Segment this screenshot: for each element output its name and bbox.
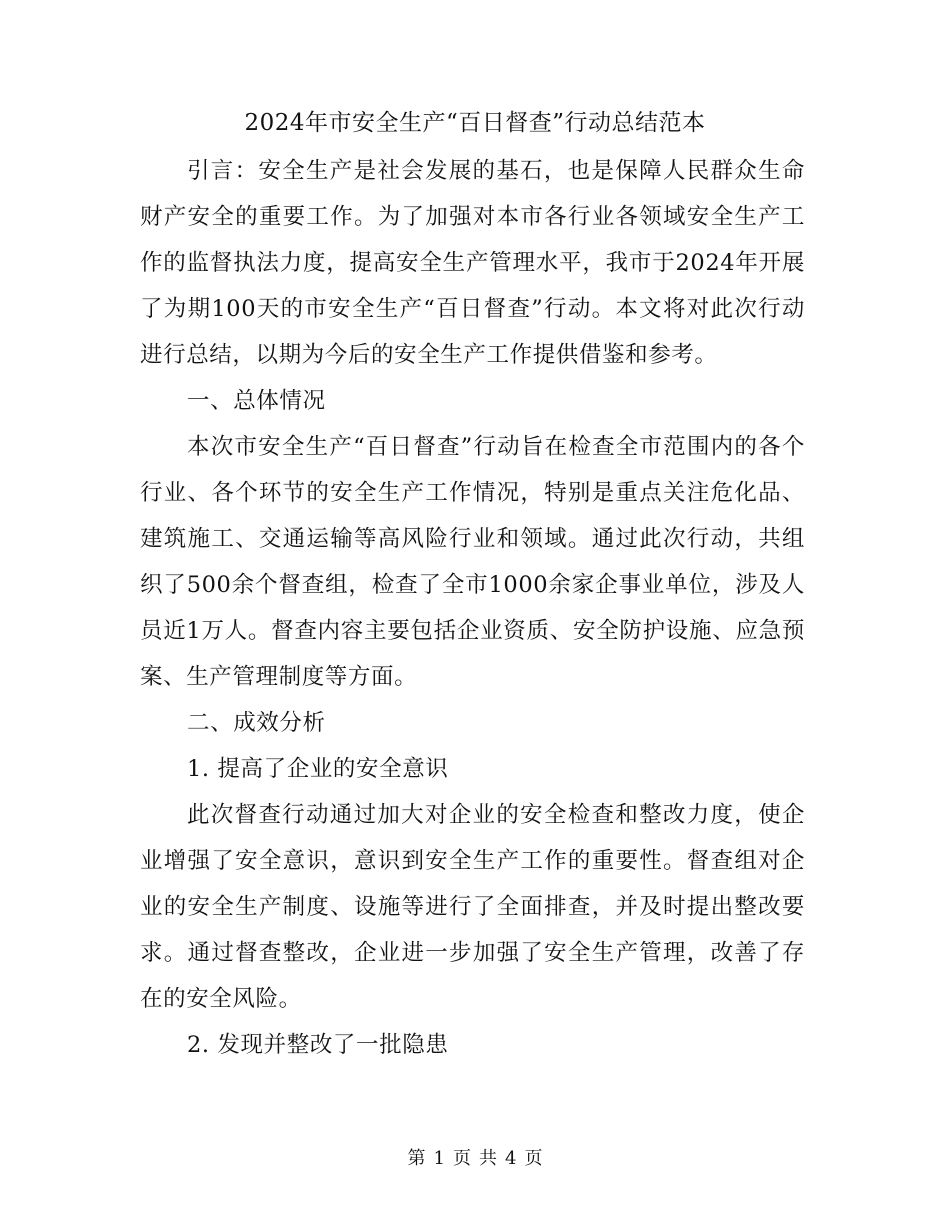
page-footer <box>0 1145 950 1173</box>
footer-page-prefix: 第 <box>407 1148 426 1169</box>
subsection-heading-2: 2. 发现并整改了一批隐患 <box>187 1032 449 1058</box>
section-heading-overview: 一、总体情况 <box>187 388 326 414</box>
subsection-heading-1: 1. 提高了企业的安全意识 <box>187 756 449 782</box>
intro-paragraph: 引言：安全生产是社会发展的基石，也是保障人民群众生命财产安全的重要工作。为了加强对本市各行业各领域安全生产工作的监督执法力度，提高安全生产管理水平，我市于2024年开展了为期100天的市安全生产“百日督查”行动。本文将对此次行动进行总结，以期为今后的安全生产工作提供借鉴和参考。 <box>140 158 805 368</box>
footer-page-mid: 页 <box>453 1148 471 1169</box>
footer-page-number: 1 <box>433 1148 445 1169</box>
section-heading-results: 二、成效分析 <box>187 710 326 736</box>
results-paragraph-1: 此次督查行动通过加大对企业的安全检查和整改力度，使企业增强了安全意识，意识到安全生产工作的重要性。督查组对企业的安全生产制度、设施等进行了全面排查，并及时提出整改要求。通过督查整改，企业进一步加强了安全生产管理，改善了存在的安全风险。 <box>140 802 805 1012</box>
document-title: 2024年市安全生产“百日督查”行动总结范本 <box>244 110 706 136</box>
footer-total-pages: 4 <box>505 1148 517 1169</box>
footer-total-prefix: 共 <box>479 1148 497 1169</box>
document-body <box>140 148 805 1068</box>
overview-paragraph: 本次市安全生产“百日督查”行动旨在检查全市范围内的各个行业、各个环节的安全生产工作情况，特别是重点关注危化品、建筑施工、交通运输等高风险行业和领域。通过此次行动，共组织了500余个督查组，检查了全市1000余家企事业单位，涉及人员近1万人。督查内容主要包括企业资质、安全防护设施、应急预案、生产管理制度等方面。 <box>140 434 805 690</box>
footer-page-suffix: 页 <box>524 1148 543 1169</box>
